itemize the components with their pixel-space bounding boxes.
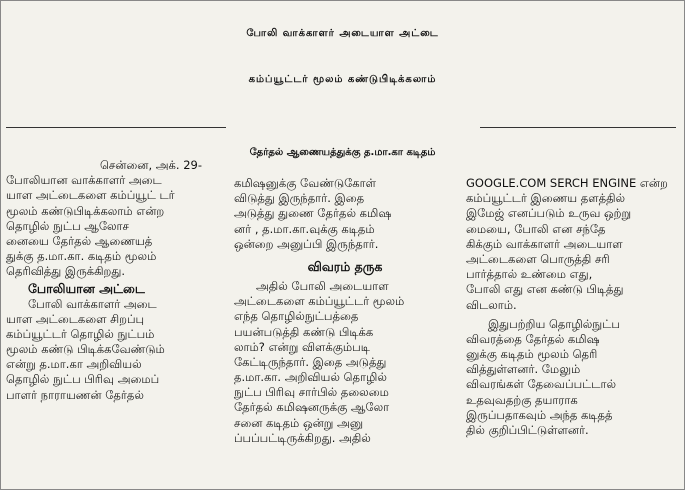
body-line: அதில் போலி அடையாள	[256, 278, 389, 293]
headline-line-2: கம்ப்யூட்டர் மூலம் கண்டுபிடிக்கலாம்	[248, 74, 437, 85]
section-subhead: விவரம் தருக	[307, 258, 383, 274]
body-line: போலி எது என கண்டு பிடித்து	[466, 282, 624, 297]
body-line: ஒன்றை அனுப்பி இருந்தார்.	[234, 236, 379, 251]
body-line: தில் குறிப்பிட்டுள்ளனர்.	[466, 423, 589, 437]
body-line: தொழில் நுட்ப ஆலோச	[6, 218, 129, 233]
body-line: கமிஷனுக்கு வேண்டுகோள்	[234, 176, 377, 190]
body-line: கேட்டிருந்தார். இதை அடுத்து	[234, 354, 387, 369]
body-line: விடுத்து இருந்தார். இதை	[234, 191, 365, 206]
body-line: எந்த தொழில்நுட்பத்தை	[234, 309, 359, 324]
body-line: கம்ப்யூட்டர் இணைய தளத்தில்	[466, 191, 626, 206]
body-line: போலி வாக்காளர் அடை	[28, 296, 157, 311]
body-line: இமேஜ் எனப்படும் உருவ ஒற்று	[466, 206, 632, 221]
body-line: யாள அட்டைகளை சிறப்பு	[6, 311, 145, 326]
body-line: மூலம் கண்டுபிடிக்கலாம் என்ற	[6, 203, 165, 218]
body-line: கிக்கும் வாக்காளர் அடையாள	[466, 236, 623, 251]
body-line: விவரத்தை தேர்தல் கமிஷ	[466, 331, 600, 346]
body-line: போலியான வாக்காளர் அடை	[6, 173, 162, 188]
article-column-1	[6, 158, 228, 403]
subheadline: தேர்தல் ஆணையத்துக்கு த.மா.கா கடிதம்	[249, 147, 436, 158]
body-line: வித்துள்ளனர். மேலும்	[466, 362, 581, 377]
article-column-2	[234, 176, 456, 446]
body-line: இருப்பதாகவும் அந்த கடிதத்	[466, 407, 613, 422]
body-line: தொழில் நுட்ப பிரிவு அமைப்	[6, 372, 160, 387]
body-line: னையை தேர்தல் ஆணையத்	[6, 233, 153, 248]
body-line: விடலாம்.	[466, 297, 517, 312]
body-line: சனை கடிதம் ஒன்று அனு	[234, 415, 364, 430]
body-line: அட்டைகளை பொருத்தி சரி	[466, 251, 610, 266]
body-line: லாம்? என்று விளக்கும்படி	[234, 339, 370, 354]
body-line: பயன்படுத்தி கண்டு பிடிக்க	[234, 324, 374, 339]
body-line: தெரிவித்து இருக்கிறது.	[6, 264, 125, 279]
body-line: பாளர் நாராயணன் தேர்தல்	[6, 387, 144, 402]
right-rule	[480, 127, 676, 128]
body-line: னர் , த.மா.கா.வுக்கு கடிதம்	[234, 221, 375, 236]
body-line: உதவுவதற்கு தயாராக	[466, 392, 578, 407]
body-line: த.மா.கா. அறிவியல் தொழில்	[234, 370, 387, 385]
body-line: துக்கு த.மா.கா. கடிதம் மூலம்	[6, 249, 157, 264]
body-line: என்று த.மா.கா அறிவியல்	[6, 357, 142, 372]
body-line: ப்பப்பட்டிருக்கிறது. அதில்	[234, 430, 371, 445]
body-line: யாள அட்டைகளை கம்ப்யூட் டர்	[6, 188, 175, 203]
body-line: தேர்தல் கமிஷனருக்கு ஆலோ	[234, 400, 390, 415]
body-line: நுட்ப பிரிவு சார்பில் தலைமை	[234, 385, 389, 400]
body-line: கம்ப்யூட்டர் தொழில் நுட்பம்	[6, 326, 155, 341]
body-line: அடுத்து துணை தேர்தல் கமிஷ	[234, 206, 392, 221]
section-subhead: போலியான அட்டை	[28, 280, 145, 296]
dateline: சென்னை, அக். 29-	[99, 158, 202, 172]
body-line: இதுபற்றிய தொழில்நுட்ப	[488, 316, 620, 331]
article-column-3	[466, 176, 679, 438]
body-line: னுக்கு கடிதம் மூலம் தெரி	[466, 347, 598, 362]
left-rule	[6, 127, 226, 128]
body-line: விவரங்கள் தேவைப்பட்டால்	[466, 377, 617, 392]
body-line: அட்டைகளை கம்ப்யூட்டர் மூலம்	[234, 294, 405, 309]
body-line: பார்த்தால் உண்மை எது,	[466, 267, 593, 282]
headline-line-1: போலி வாக்காளர் அடையாள அட்டை	[246, 28, 439, 39]
body-line: மையை, போலி என சந்தே	[466, 221, 606, 236]
body-line: GOOGLE.COM SERCH ENGINE என்ற	[466, 176, 668, 190]
body-line: மூலம் கண்டு பிடிக்கவேண்டும்	[6, 342, 165, 357]
